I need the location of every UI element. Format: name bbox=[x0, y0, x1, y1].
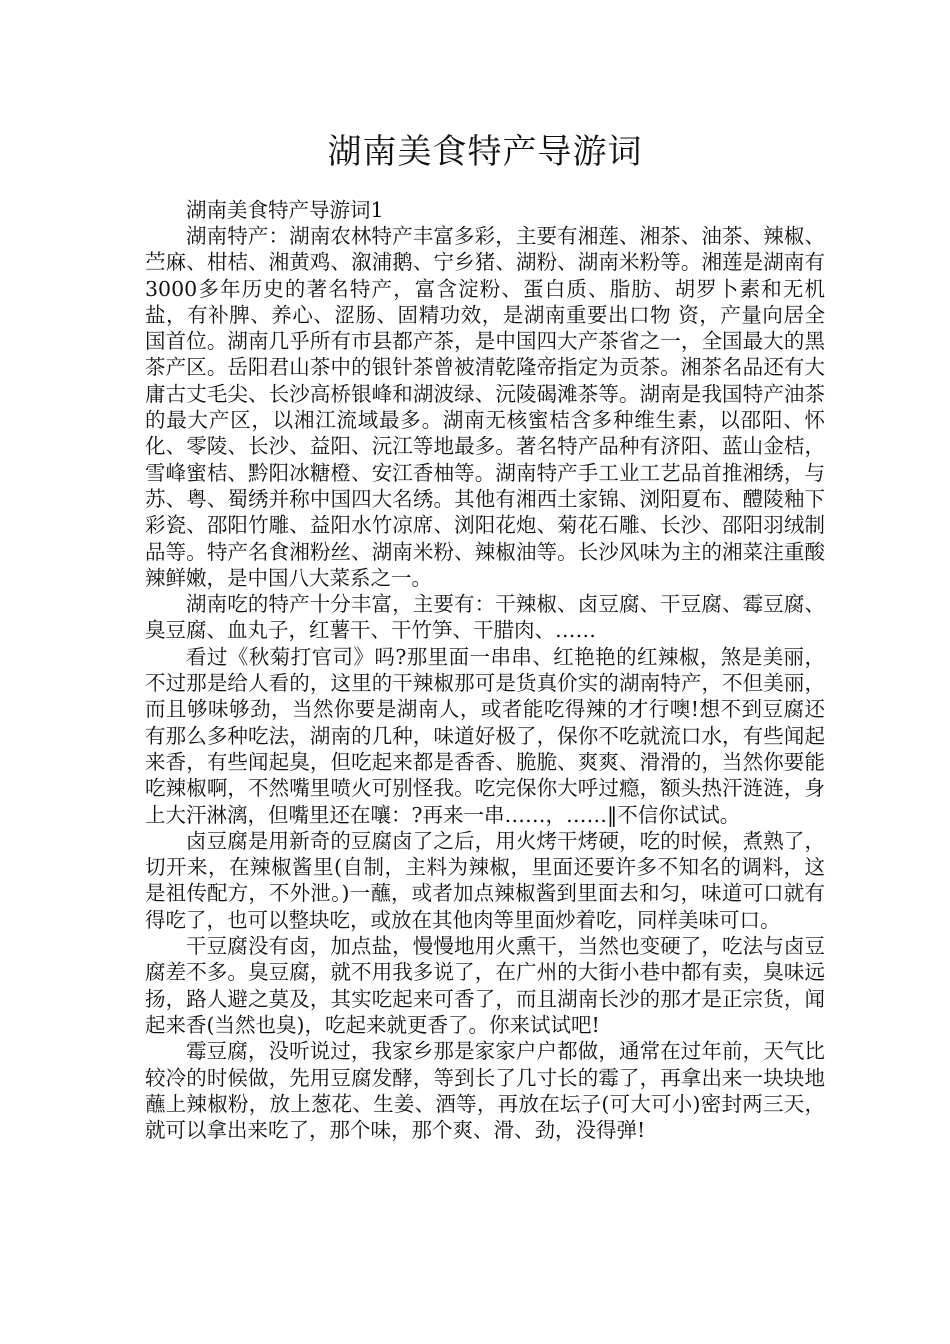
paragraph-braised-tofu: 卤豆腐是用新奇的豆腐卤了之后，用火烤干烤硬，吃的时候，煮熟了，切开来，在辣椒酱里(自制，主料为辣椒，里面还要许多不知名的调料，这是祖传配方，不外泄。)一蘸，或者加点辣椒酱到里面去和匀，味道可口就有得吃了，也可以整块吃，或放在其他肉等里面炒着吃，同样美味可口。 bbox=[145, 828, 825, 932]
paragraph-fermented-tofu: 霉豆腐，没听说过，我家乡那是家家户户都做，通常在过年前，天气比较冷的时候做，先用豆腐发酵，等到长了几寸长的霉了，再拿出来一块块地蘸上辣椒粉，放上葱花、生姜、酒等，再放在坛子(可大可小)密封两三天，就可以拿出来吃了，那个味，那个爽、滑、劲，没得弹! bbox=[145, 1039, 825, 1143]
paragraph-food-list: 湖南吃的特产十分丰富，主要有：干辣椒、卤豆腐、干豆腐、霉豆腐、臭豆腐、血丸子，红薯干、干竹笋、干腊肉、…… bbox=[145, 592, 825, 643]
section-subtitle: 湖南美食特产导游词1 bbox=[186, 198, 384, 222]
paragraph-dried-tofu: 干豆腐没有卤，加点盐，慢慢地用火熏干，当然也变硬了，吃法与卤豆腐差不多。臭豆腐，就不用我多说了，在广州的大街小巷中都有卖，臭味远扬，路人避之莫及，其实吃起来可香了，而且湖南长沙的那才是正宗货，闻起来香(当然也臭)，吃起来就更香了。你来试试吧! bbox=[145, 934, 825, 1037]
page-title: 湖南美食特产导游词 bbox=[327, 132, 643, 172]
document-page bbox=[145, 125, 825, 1143]
paragraph-specialties: 湖南特产：湖南农林特产丰富多彩，主要有湘莲、湘茶、油茶、辣椒、苎麻、柑桔、湘黄鸡、溆浦鹅、宁乡猪、湖粉、湖南米粉等。湘莲是湖南有3000多年历史的著名特产，富含淀粉、蛋白质、脂肪、胡罗卜素和无机盐，有补脾、养心、涩肠、固精功效，是湖南重要出口物 资，产量向居全国首位。湖南几乎所有市县都产茶，是中国四大产茶省之一，全国最大的黑茶产区。岳阳君山茶中的银针茶曾被清乾隆帝指定为贡茶。湘茶名品还有大庸古丈毛尖、长沙高桥银峰和湖波绿、沅陵碣滩茶等。湖南是我国特产油茶的最大产区，以湘江流域最多。湖南无核蜜桔含多种维生素，以邵阳、怀化、零陵、长沙、益阳、沅江等地最多。著名特产品种有济阳、蓝山金桔，雪峰蜜桔、黔阳冰糖橙、安江香柚等。湖南特产手工业工艺品首推湘绣，与苏、粤、蜀绣并称中国四大名绣。其他有湘西土家锦、浏阳夏布、醴陵釉下彩瓷、邵阳竹雕、益阳水竹凉席、浏阳花炮、菊花石雕、长沙、邵阳羽绒制品等。特产名食湘粉丝、湖南米粉、辣椒油等。长沙风味为主的湘菜注重酸辣鲜嫩，是中国八大菜系之一。 bbox=[145, 224, 825, 590]
paragraph-dried-chili: 看过《秋菊打官司》吗?那里面一串串、红艳艳的红辣椒，煞是美丽，不过那是给人看的，这里的干辣椒那可是货真价实的湖南特产，不但美丽，而且够味够劲，当然你要是湖南人，或者能吃得辣的才行噢!想不到豆腐还有那么多种吃法，湖南的几种，味道好极了，保你不吃就流口水，有些闻起来香，有些闻起臭，但吃起来都是香香、脆脆、爽爽、滑滑的，当然你要能吃辣椒啊，不然嘴里喷火可别怪我。吃完保你大呼过瘾，额头热汗涟涟，身上大汗淋漓，但嘴里还在嚷：?再来一串……，……‖不信你试试。 bbox=[145, 644, 825, 827]
